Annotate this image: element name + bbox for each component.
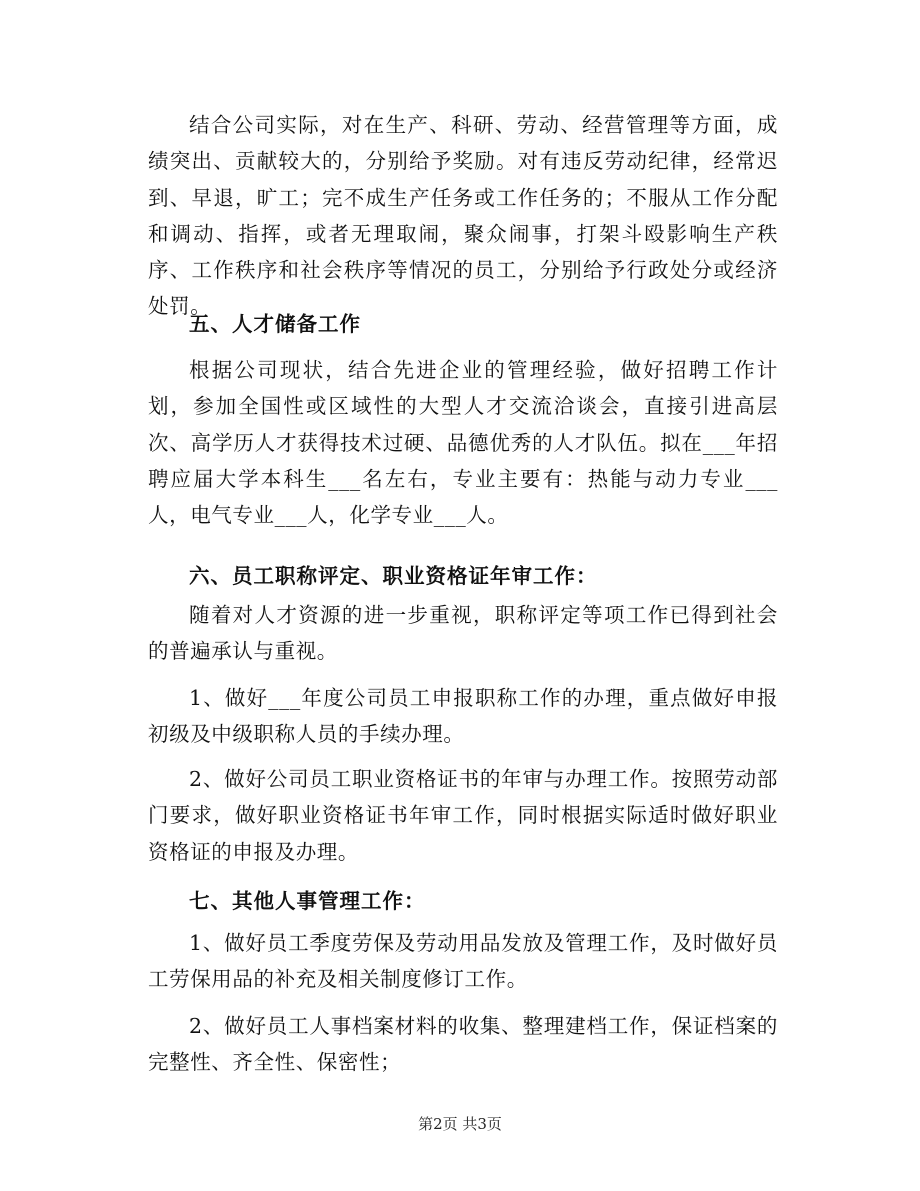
paragraph-other-item-1: 1、做好员工季度劳保及劳动用品发放及管理工作，及时做好员工劳保用品的补充及相关制度修订工作。 bbox=[148, 931, 778, 992]
paragraph-title-item-1: 1、做好___年度公司员工申报职称工作的办理，重点做好申报初级及中级职称人员的手续办理。 bbox=[148, 686, 778, 747]
paragraph-recruitment: 根据公司现状，结合先进企业的管理经验，做好招聘工作计划，参加全国性或区域性的大型人才交流洽谈会，直接引进高层次、高学历人才获得技术过硬、品德优秀的人才队伍。拟在___年招聘应届大学本科生___名左右，专业主要有：热能与动力专业___人，电气专业___人，化学专业___人。 bbox=[148, 358, 778, 528]
heading-other-hr: 七、其他人事管理工作： bbox=[189, 889, 426, 913]
paragraph-title-item-2: 2、做好公司员工职业资格证书的年审与办理工作。按照劳动部门要求，做好职业资格证书年审工作，同时根据实际适时做好职业资格证的申报及办理。 bbox=[148, 767, 778, 864]
heading-talent-reserve: 五、人才储备工作 bbox=[189, 312, 361, 336]
paragraph-other-item-2: 2、做好员工人事档案材料的收集、整理建档工作，保证档案的完整性、齐全性、保密性； bbox=[148, 1014, 778, 1075]
heading-title-evaluation: 六、员工职称评定、职业资格证年审工作： bbox=[189, 564, 598, 588]
paragraph-rewards-penalties: 结合公司实际，对在生产、科研、劳动、经营管理等方面，成绩突出、贡献较大的，分别给予奖励。对有违反劳动纪律，经常迟到、早退，旷工；完不成生产任务或工作任务的；不服从工作分配和调动、指挥，或者无理取闹，聚众闹事，打架斗殴影响生产秩序、工作秩序和社会秩序等情况的员工，分别给予行政处分或经济处罚。 bbox=[148, 113, 778, 319]
paragraph-title-intro: 随着对人才资源的进一步重视，职称评定等项工作已得到社会的普遍承认与重视。 bbox=[148, 603, 778, 664]
page-footer: 第2页 共3页 bbox=[418, 1115, 502, 1133]
